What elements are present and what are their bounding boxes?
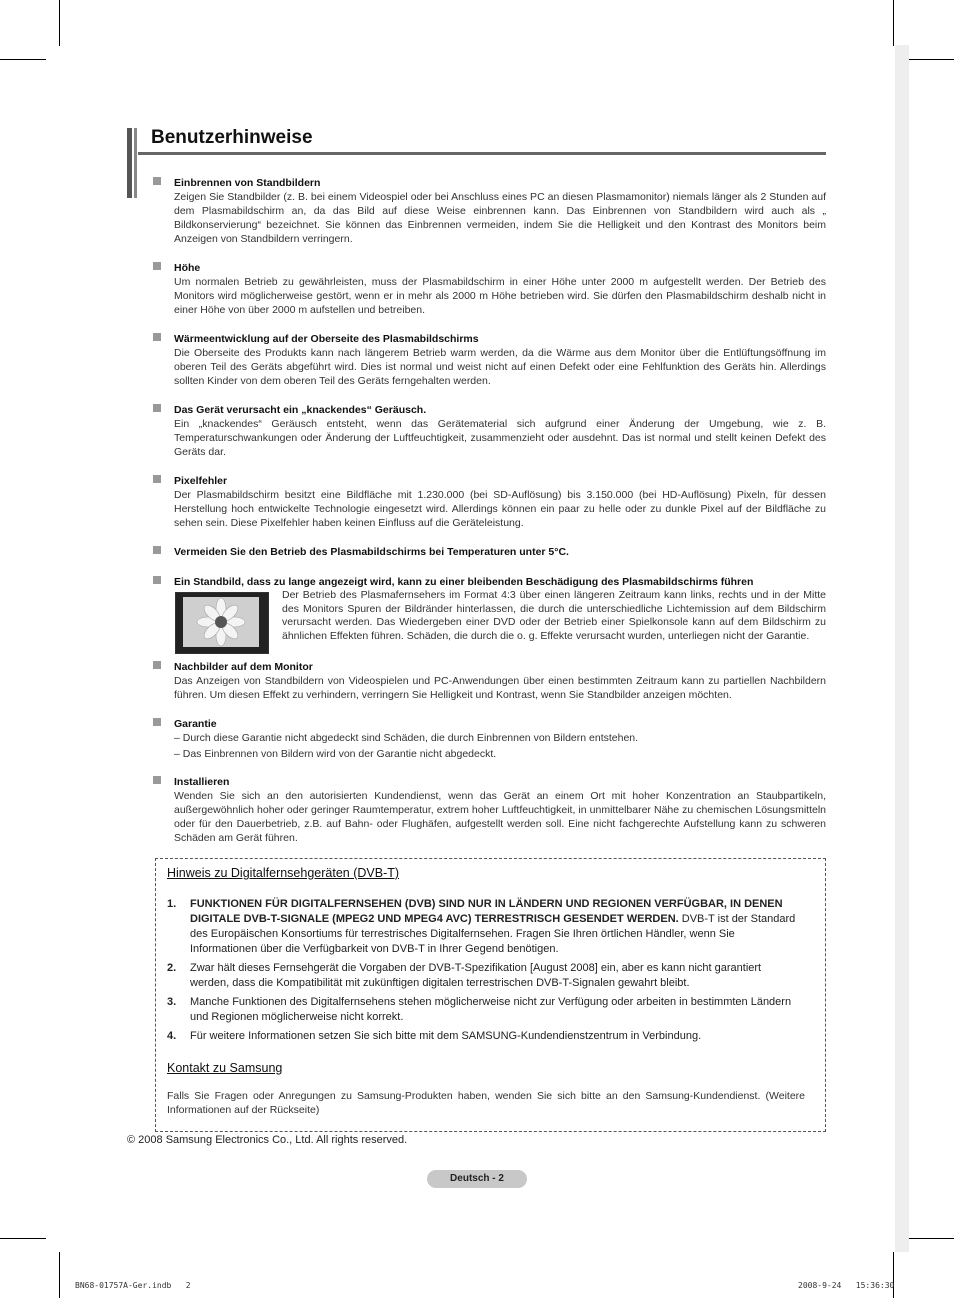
list-item-text: Manche Funktionen des Digitalfernsehens stehen möglicherweise nicht zur Verfügung oder arbeiten in bestimmten Ländern und Regionen möglicherweise nicht korrekt.: [190, 996, 792, 1023]
footer-timestamp: 2008-9-24 15:36:30: [798, 1281, 895, 1290]
section-body: Zeigen Sie Standbilder (z. B. bei einem Videospiel oder bei Anschluss eines PC an diesen Plasmamonitor) niemals länger als 2 Stunden auf dem Plasmabildschirm an, da das Bild auf diese Weise einbrennen kann. Das Einbrennen von Standbildern wird auch als „ Bildkonservierung“ bezeichnet. Sie können das Einbrennen vermeiden, indem Sie die Helligkeit und den Kontrast des Monitors beim Anzeigen von Standbildern verringern.: [174, 191, 826, 245]
contact-text: Falls Sie Fragen oder Anregungen zu Samsung-Produkten haben, wenden Sie sich bitte an den Samsung-Kundendienst. (Weitere Informationen auf der Rückseite): [167, 1090, 805, 1116]
copyright-notice: © 2008 Samsung Electronics Co., Ltd. All rights reserved.: [127, 1134, 408, 1146]
square-bullet-icon: [153, 718, 161, 726]
page-title: Benutzerhinweise: [151, 127, 313, 148]
list-number: 2.: [167, 962, 177, 974]
square-bullet-icon: [153, 776, 161, 784]
list-item-text: Für weitere Informationen setzen Sie sich bitte mit dem SAMSUNG-Kundendienstzentrum in Verbindung.: [190, 1030, 702, 1042]
section-heading: Pixelfehler: [174, 475, 228, 487]
section-einbrennen: [153, 176, 826, 246]
section-installieren: [153, 775, 826, 845]
title-rule: [138, 152, 826, 155]
section-heading: Einbrennen von Standbildern: [174, 177, 321, 189]
square-bullet-icon: [153, 546, 161, 554]
dvb-note-box: [155, 858, 826, 1132]
title-accent-bar: [134, 128, 137, 198]
list-item: [167, 1029, 803, 1044]
crop-mark: [908, 1238, 954, 1239]
crop-mark: [59, 1252, 60, 1298]
section-temperatur: [153, 545, 826, 559]
flower-image: [183, 597, 259, 647]
garantie-line: – Das Einbrennen von Bildern wird von der Garantie nicht abgedeckt.: [174, 748, 497, 760]
square-bullet-icon: [153, 177, 161, 185]
section-heading: Nachbilder auf dem Monitor: [174, 661, 313, 673]
section-heading: Installieren: [174, 776, 230, 788]
section-heading: Höhe: [174, 262, 201, 274]
dvb-list: [167, 897, 803, 1048]
crop-mark: [893, 1252, 894, 1298]
page-edge-strip: [895, 45, 909, 1252]
list-item: [167, 961, 803, 991]
section-body: Der Plasmabildschirm besitzt eine Bildfläche mit 1.230.000 (bei SD-Auflösung) bis 3.150.000 (bei HD-Auflösung) Pixeln, für dessen Herstellung hoch entwickelte Technologie eingesetzt wird. Allerdings können ein paar zu helle oder zu dunkle Pixel auf der Bildfläche zu sehen sein. Diese Pixelfehler haben keinen Einfluss auf die Geräteleistung.: [174, 489, 826, 529]
crop-mark: [59, 0, 60, 46]
section-heading: Garantie: [174, 718, 217, 730]
section-pixelfehler: [153, 474, 826, 530]
list-item-text: Zwar hält dieses Fernsehgerät die Vorgaben der DVB-T-Spezifikation [August 2008] ein, aber es kann nicht garantiert werden, dass die Kompatibilität mit zukünftigen digitalen terrestrischen DVB-T-Signalen gewahrt bleibt.: [190, 962, 762, 989]
section-body: [174, 731, 826, 761]
square-bullet-icon: [153, 475, 161, 483]
section-body: Das Anzeigen von Standbildern von Videospielen und PC-Anwendungen über einen bestimmten Zeitraum kann zu partiellen Nachbildern führen. Um diesen Effekt zu verhindern, verringern Sie Helligkeit und Kontrast, wenn Sie Standbilder anzeigen möchten.: [174, 675, 826, 701]
tv-illustration: [175, 592, 269, 654]
section-heading: Das Gerät verursacht ein „knackendes“ Geräusch.: [174, 404, 427, 416]
page-number-badge: Deutsch - 2: [427, 1170, 527, 1188]
crop-mark: [908, 59, 954, 60]
list-item-text: DVB-T ist der Standard des Europäischen Konsortiums für terrestrisches Digitalfernsehen. Fragen Sie Ihren örtlichen Händler, wenn Sie Informationen über die Verfügbarkeit von DVB-T in Ihrer Gegend benötigen.: [190, 913, 796, 955]
section-knackendes: [153, 403, 826, 459]
list-number: 3.: [167, 996, 177, 1008]
section-heading: Ein Standbild, dass zu lange angezeigt wird, kann zu einer bleibenden Beschädigung des Plasmabildschirms führen: [174, 576, 754, 588]
list-number: 1.: [167, 898, 177, 910]
dvb-title: Hinweis zu Digitalfernsehgeräten (DVB-T): [167, 866, 400, 880]
list-number: 4.: [167, 1030, 177, 1042]
footer-file-info: BN68-01757A-Ger.indb 2: [75, 1281, 191, 1290]
section-body: Der Betrieb des Plasmafernsehers im Format 4:3 über einen längeren Zeitraum kann links, rechts und in der Mitte des Monitors Spuren der Bildränder hinterlassen, die durch die unterschiedliche Lichtemission auf dem Bildschirm verursacht werden. Das Wiedergeben einer DVD oder der Betrieb einer Spielkonsole kann auf dem Bildschirm zu ähnlichen Effekten führen. Schäden, die durch die o. g. Effekte verursacht wurden, unterliegen nicht der Garantie.: [282, 589, 826, 642]
crop-mark: [0, 59, 46, 60]
list-item-bold: FUNKTIONEN FÜR DIGITALFERNSEHEN (DVB) SIND NUR IN LÄNDERN UND REGIONEN VERFÜGBAR, IN DENEN DIGITALE DVB-T-SIGNALE (MPEG2 UND MPEG4 AVC) TERRESTRISCH GESENDET WERDEN.: [190, 898, 783, 925]
list-item: [167, 995, 803, 1025]
section-hoehe: [153, 261, 826, 317]
section-standbild: [153, 575, 826, 589]
section-heading: Wärmeentwicklung auf der Oberseite des Plasmabildschirms: [174, 333, 479, 345]
square-bullet-icon: [153, 333, 161, 341]
square-bullet-icon: [153, 404, 161, 412]
crop-mark: [0, 1238, 46, 1239]
section-waerme: [153, 332, 826, 388]
section-heading: Vermeiden Sie den Betrieb des Plasmabildschirms bei Temperaturen unter 5°C.: [174, 546, 569, 558]
square-bullet-icon: [153, 262, 161, 270]
section-nachbilder: [153, 660, 826, 702]
section-body: Um normalen Betrieb zu gewährleisten, muss der Plasmabildschirm in einer Höhe unter 2000 m aufgestellt werden. Der Betrieb des Monitors wird möglicherweise gestört, wenn er in mehr als 2000 m Höhe betrieben wird. Sie dürfen den Plasmabildschirm deshalb nicht in einer Höhe von über 2000 m aufstellen und betreiben.: [174, 276, 826, 316]
list-item: [167, 897, 803, 957]
section-garantie: [153, 717, 826, 761]
contact-title: Kontakt zu Samsung: [167, 1061, 283, 1075]
section-body: Wenden Sie sich an den autorisierten Kundendienst, wenn das Gerät an einem Ort mit hoher Konzentration an Staubpartikeln, außergewöhnlich hoher oder geringer Raumtemperatur, extrem hoher Luftfeuchtigkeit, in unmittelbarer Nähe zu chemischen Lösungsmitteln oder für den Dauerbetrieb, z.B. auf Bahn- oder Flughäfen, aufgestellt werden soll. Eine nicht fachgerechte Aufstellung kann zu schweren Schäden am Gerät führen.: [174, 790, 826, 844]
section-body: Die Oberseite des Produkts kann nach längerem Betrieb warm werden, da die Wärme aus dem Monitor über die Entlüftungsöffnung im oberen Teil des Geräts abgeführt wird. Dies ist normal und weist nicht auf einen Defekt oder eine Fehlfunktion des Geräts hin. Allerdings sollten Kinder von dem oberen Teil des Geräts ferngehalten werden.: [174, 347, 826, 387]
section-body: Ein „knackendes“ Geräusch entsteht, wenn das Gerätematerial sich aufgrund einer Änderung der Umgebung, wie z. B. Temperaturschwankungen oder Änderung der Luftfeuchtigkeit, zusammenzieht oder ausdehnt. Das ist normal und stellt keinen Defekt des Geräts dar.: [174, 418, 826, 458]
square-bullet-icon: [153, 576, 161, 584]
crop-mark: [893, 0, 894, 46]
garantie-line: – Durch diese Garantie nicht abgedeckt sind Schäden, die durch Einbrennen von Bildern entstehen.: [174, 732, 639, 744]
title-accent-bar: [127, 128, 132, 198]
square-bullet-icon: [153, 661, 161, 669]
